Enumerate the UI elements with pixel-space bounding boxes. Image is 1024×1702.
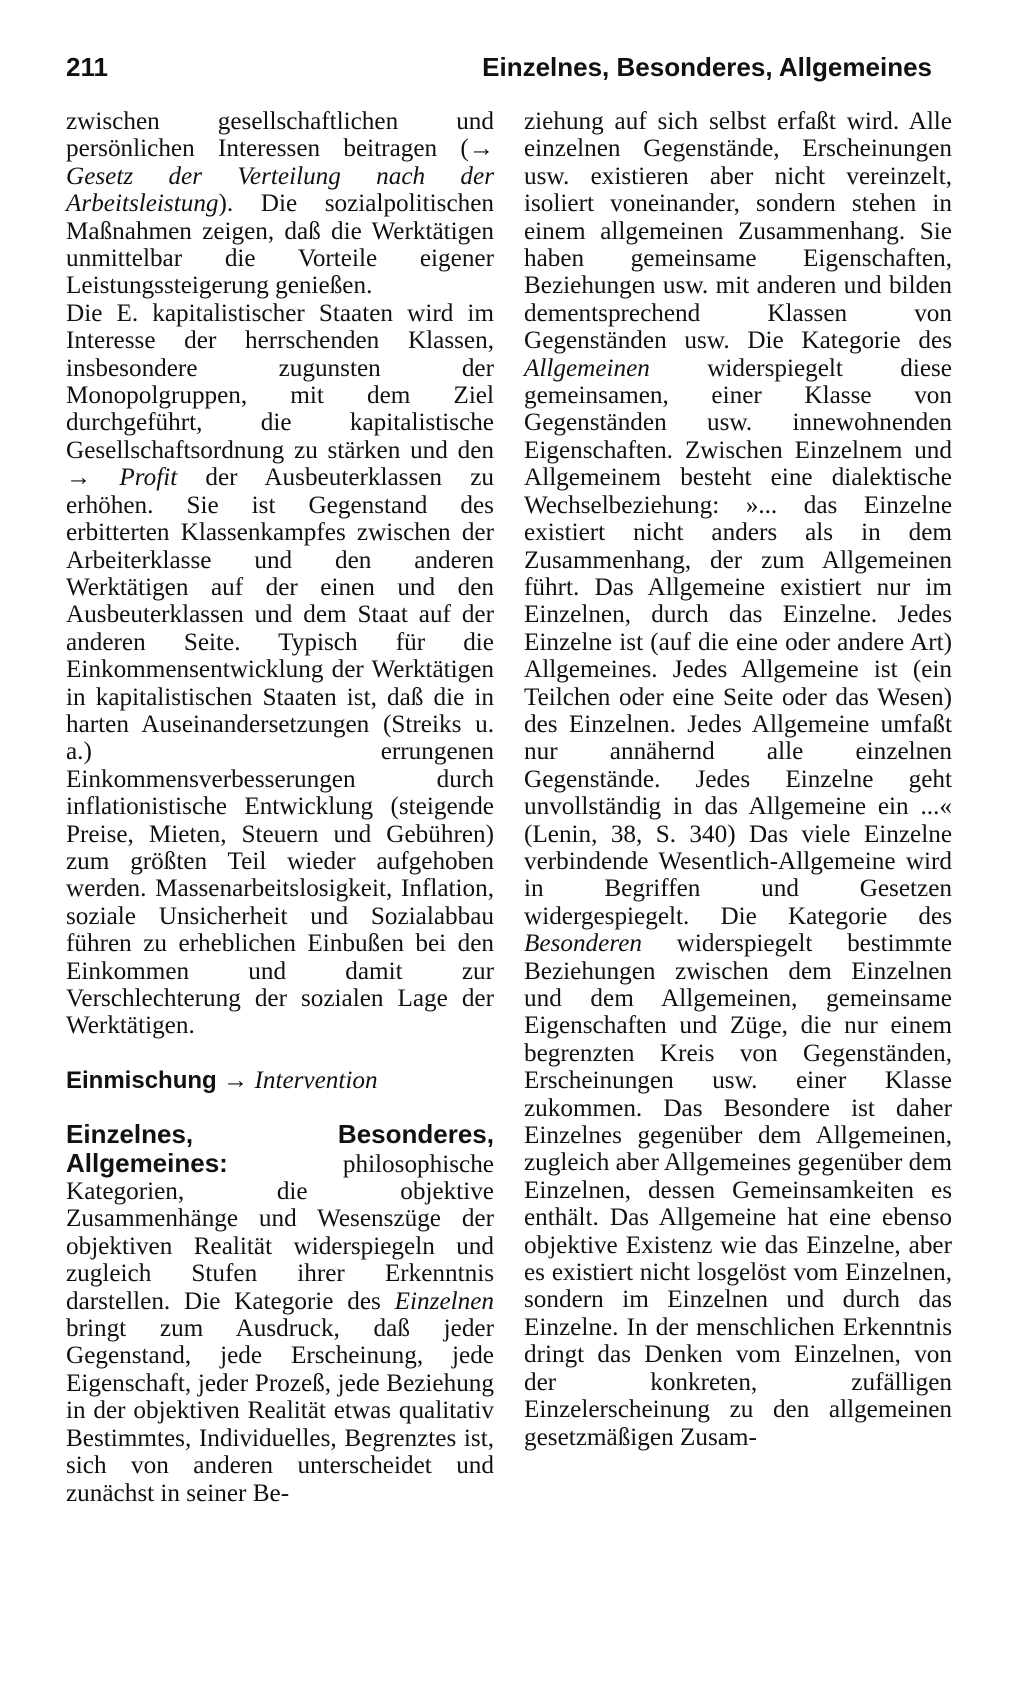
left-column [66, 108, 494, 1507]
text-span: Die E. kapitalistischer Staaten wird im Interesse der herrschenden Klassen, insbesondere zugunsten der Monopolgruppen, mit dem Ziel durchgeführt, die kapitalistische Gesellschaftsordnung zu stärken und den → [66, 299, 494, 492]
entry-spacer [66, 1040, 494, 1067]
entry-einmischung [66, 1067, 494, 1094]
text-span: philosophische Kategorien, die objektive Zusammenhänge und Wesenszüge der objektiven Realität widerspiegeln und zugleich Stufen ihrer Erkenntnis darstellen. Die Kategorie des [66, 1150, 494, 1315]
paragraph-income-policy [66, 108, 494, 300]
running-head: Einzelnes, Besonderes, Allgemeines [482, 52, 932, 82]
entry-spacer [66, 1094, 494, 1121]
cross-reference: Profit [119, 464, 178, 492]
entry-einzelnes [66, 1121, 494, 1507]
right-column [524, 108, 952, 1451]
term-italic: Besonderen [524, 930, 642, 958]
text-span: widerspiegelt bestimmte Beziehungen zwischen dem Einzelnen und dem Allgemeinen, gemeinsame Eigenschaften und Züge, die nur einem begrenzten Kreis von Gegenständen, Erscheinungen usw. einer Klasse zukommen. Das Besondere ist daher Einzelnes gegenüber dem Allgemeinen, zugleich aber Allgemeines gegenüber dem Einzelnen, dessen Gemeinsamkeiten es enthält. Das Allgemeine hat eine ebenso objektive Existenz wie das Einzelne, aber es existiert nicht losgelöst vom Einzelnen, sondern im Einzelnen und durch das Einzelne. In der menschlichen Erkenntnis dringt das Denken vom Einzelnen, von der konkreten, zufälligen Einzelerscheinung zu den allgemeinen gesetzmäßigen Zusam- [524, 930, 953, 1451]
text-span: ). Die sozialpolitischen Maßnahmen zeigen, daß die Werktätigen unmittelbar die Vorteile eigener Leistungssteigerung genießen. [66, 190, 494, 300]
text-span: bringt zum Ausdruck, daß jeder Gegenstand, jede Erscheinung, jede Eigenschaft, jeder Prozeß, jede Beziehung in der objektiven Realität etwas qualitativ Bestimmtes, Individuelles, Begrenztes ist, sich von anderen unterscheidet und zunächst in seiner Be- [66, 1315, 494, 1507]
text-span: der Ausbeuterklassen zu erhöhen. Sie ist Gegenstand des erbitterten Klassenkampfes zwischen der Arbeiterklasse und den anderen Werktätigen auf der einen und den Ausbeuterklassen und dem Staat auf der anderen Seite. Typisch für die Einkommensentwicklung der Werktätigen in kapitalistischen Staaten ist, daß die in harten Auseinandersetzungen (Streiks u. a.) errungenen Einkommensverbesserungen durch inflationistische Entwicklung (steigende Preise, Mieten, Steuern und Gebühren) zum größten Teil wieder aufgehoben werden. Massenarbeitslosigkeit, Inflation, soziale Unsicherheit und Sozialabbau führen zu erheblichen Einbußen bei den Einkommen und damit zur Verschlechterung der sozialen Lage der Werktätigen. [66, 464, 494, 1040]
term-italic: Allgemeinen [524, 354, 650, 382]
cross-reference: Intervention [254, 1066, 378, 1094]
entry-headword: Einmischung [66, 1066, 217, 1094]
paragraph-continuation [524, 108, 952, 1451]
paragraph-capitalist-states [66, 300, 494, 1040]
cross-reference: Gesetz der Verteilung nach der Arbeitsleistung [66, 162, 494, 218]
term-italic: Einzelnen [394, 1287, 494, 1315]
page-number: 211 [66, 52, 108, 82]
text-span: ziehung auf sich selbst erfaßt wird. Alle einzelnen Gegenstände, Erscheinungen usw. existieren aber nicht vereinzelt, isoliert voneinander, sondern stehen in einem allgemeinen Zusammenhang. Sie haben gemeinsame Eigenschaften, Beziehungen usw. mit anderen und bilden dementsprechend Klassen von Gegenständen usw. Die Kategorie des [524, 108, 952, 355]
arrow-symbol: → [216, 1066, 255, 1094]
page-header [66, 52, 932, 92]
text-span: widerspiegelt diese gemeinsamen, einer Klasse von Gegenständen usw. innewohnenden Eigenschaften. Zwischen Einzelnem und Allgemeinem besteht eine dialektische Wechselbeziehung: »... das Einzelne existiert nicht anders als in dem Zusammenhang, der zum Allgemeinen führt. Das Allgemeine existiert nur im Einzelnen, durch das Einzelne. Jedes Einzelne ist (auf die eine oder andere Art) Allgemeines. Jedes Allgemeine ist (ein Teilchen oder eine Seite oder das Wesen) des Einzelnen. Jedes Allgemeine umfaßt nur annähernd alle einzelnen Gegenstände. Jedes Einzelne geht unvollständig in das Allgemeine ein ...« (Lenin, 38, S. 340) Das viele Einzelne verbindende Wesentlich-Allgemeine wird in Begriffen und Gesetzen widergespiegelt. Die Kategorie des [524, 354, 952, 930]
text-span: zwischen gesellschaftlichen und persönlichen Interessen beitragen (→ [66, 108, 494, 163]
entry-headword: Einzelnes, Besonderes, Allgemeines: [66, 1119, 494, 1178]
